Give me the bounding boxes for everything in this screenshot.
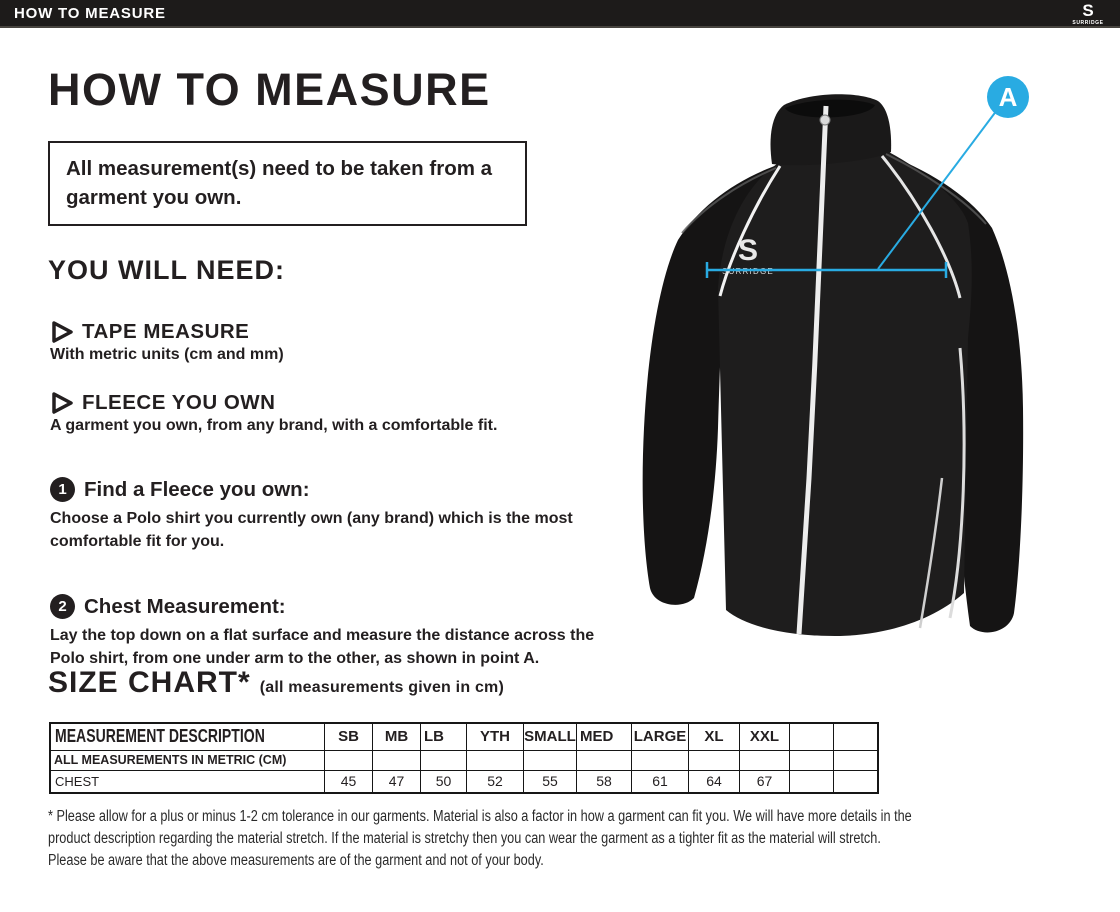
size-chart-col-header: MB (373, 723, 421, 750)
size-chart-cell: 64 (689, 770, 740, 793)
need-item-tape-measure: TAPE MEASURE (82, 320, 250, 343)
need-item-fleece: FLEECE YOU OWN (82, 391, 276, 414)
step-1-description: Choose a Polo shirt you currently own (any brand) which is the most comfortable fit for you. (50, 510, 573, 551)
size-chart-cell (421, 750, 467, 770)
size-chart-col-header (790, 723, 834, 750)
size-chart-cell (834, 750, 878, 770)
size-chart-cell (790, 770, 834, 793)
size-chart-heading (48, 666, 504, 700)
size-chart-cell (740, 750, 790, 770)
step-1-number-badge: 1 (50, 477, 75, 502)
jacket-logo-icon: S (737, 234, 759, 267)
size-chart-cell: 50 (421, 770, 467, 793)
size-chart-cell (632, 750, 689, 770)
size-chart-col-header: YTH (467, 723, 524, 750)
size-chart-col-header: LARGE (632, 723, 689, 750)
size-chart-cell: 61 (632, 770, 689, 793)
step-2-title: Chest Measurement: (84, 595, 286, 618)
size-chart-cell: 58 (577, 770, 632, 793)
surridge-logo-wordmark: SURRIDGE (1072, 20, 1104, 26)
size-chart-cell (577, 750, 632, 770)
point-a-label: A (998, 82, 1018, 112)
you-will-need-heading: YOU WILL NEED: (48, 255, 286, 285)
page-title: HOW TO MEASURE (48, 64, 491, 115)
step-2-description: Lay the top down on a flat surface and measure the distance across the Polo shirt, from one under arm to the other, as shown in point A. (50, 627, 595, 668)
measurement-notice: All measurement(s) need to be taken from a garment you own. (48, 141, 527, 226)
svg-text:S: S (1082, 1, 1094, 20)
size-chart-cell (689, 750, 740, 770)
size-chart-table (49, 722, 879, 794)
tolerance-footnote: * Please allow for a plus or minus 1-2 cm tolerance in our garments. Material is also a factor in how a garment can fit you. We will have more details in the product description regarding the material stretch. If the material is stretchy then you can wear the garment as a tighter fit as the material will stretch. Please be aware that the above measurements are of the garment and not of your body. (48, 808, 912, 869)
size-chart-col-header (834, 723, 878, 750)
size-chart-chest-row (50, 770, 878, 793)
size-chart-desc-header-label: MEASUREMENT DESCRIPTION (55, 726, 265, 747)
step-1-title: Find a Fleece you own: (84, 478, 310, 501)
jacket-logo-wordmark: SURRIDGE (722, 267, 774, 276)
size-chart-metric-row (50, 750, 878, 770)
surridge-logo-icon (1066, 1, 1110, 27)
size-chart-desc-header (50, 723, 325, 750)
size-chart-row-label: ALL MEASUREMENTS IN METRIC (CM) (50, 750, 325, 770)
top-bar-title: HOW TO MEASURE (14, 4, 166, 22)
size-chart-cell (790, 750, 834, 770)
need-item-fleece-desc: A garment you own, from any brand, with a comfortable fit. (50, 417, 498, 434)
size-chart-col-header: SB (325, 723, 373, 750)
size-chart-row-label: CHEST (50, 770, 325, 793)
size-chart-col-header: MED (577, 723, 632, 750)
size-chart-cell (834, 770, 878, 793)
size-chart-col-header: SMALL (524, 723, 577, 750)
size-chart-cell: 67 (740, 770, 790, 793)
size-chart-cell: 47 (373, 770, 421, 793)
size-chart-header-row (50, 723, 878, 750)
size-chart-col-header: XL (689, 723, 740, 750)
need-item-tape-measure-desc: With metric units (cm and mm) (50, 346, 284, 363)
triangle-bullet-icon (50, 320, 74, 344)
size-chart-cell (467, 750, 524, 770)
top-bar (0, 0, 1120, 28)
size-chart-title: SIZE CHART* (48, 666, 251, 699)
size-chart-cell (524, 750, 577, 770)
size-chart-cell: 45 (325, 770, 373, 793)
size-chart-cell: 52 (467, 770, 524, 793)
triangle-bullet-icon (50, 391, 74, 415)
size-chart-cell (373, 750, 421, 770)
size-chart-subtitle: (all measurements given in cm) (259, 679, 504, 696)
size-chart-col-header: XXL (740, 723, 790, 750)
size-chart-col-header: LB (421, 723, 467, 750)
jacket-body (718, 150, 972, 636)
jacket-zip-pull (820, 115, 830, 125)
fleece-jacket-figure (630, 48, 1120, 652)
step-2-number-badge: 2 (50, 594, 75, 619)
size-chart-cell: 55 (524, 770, 577, 793)
size-chart-cell (325, 750, 373, 770)
